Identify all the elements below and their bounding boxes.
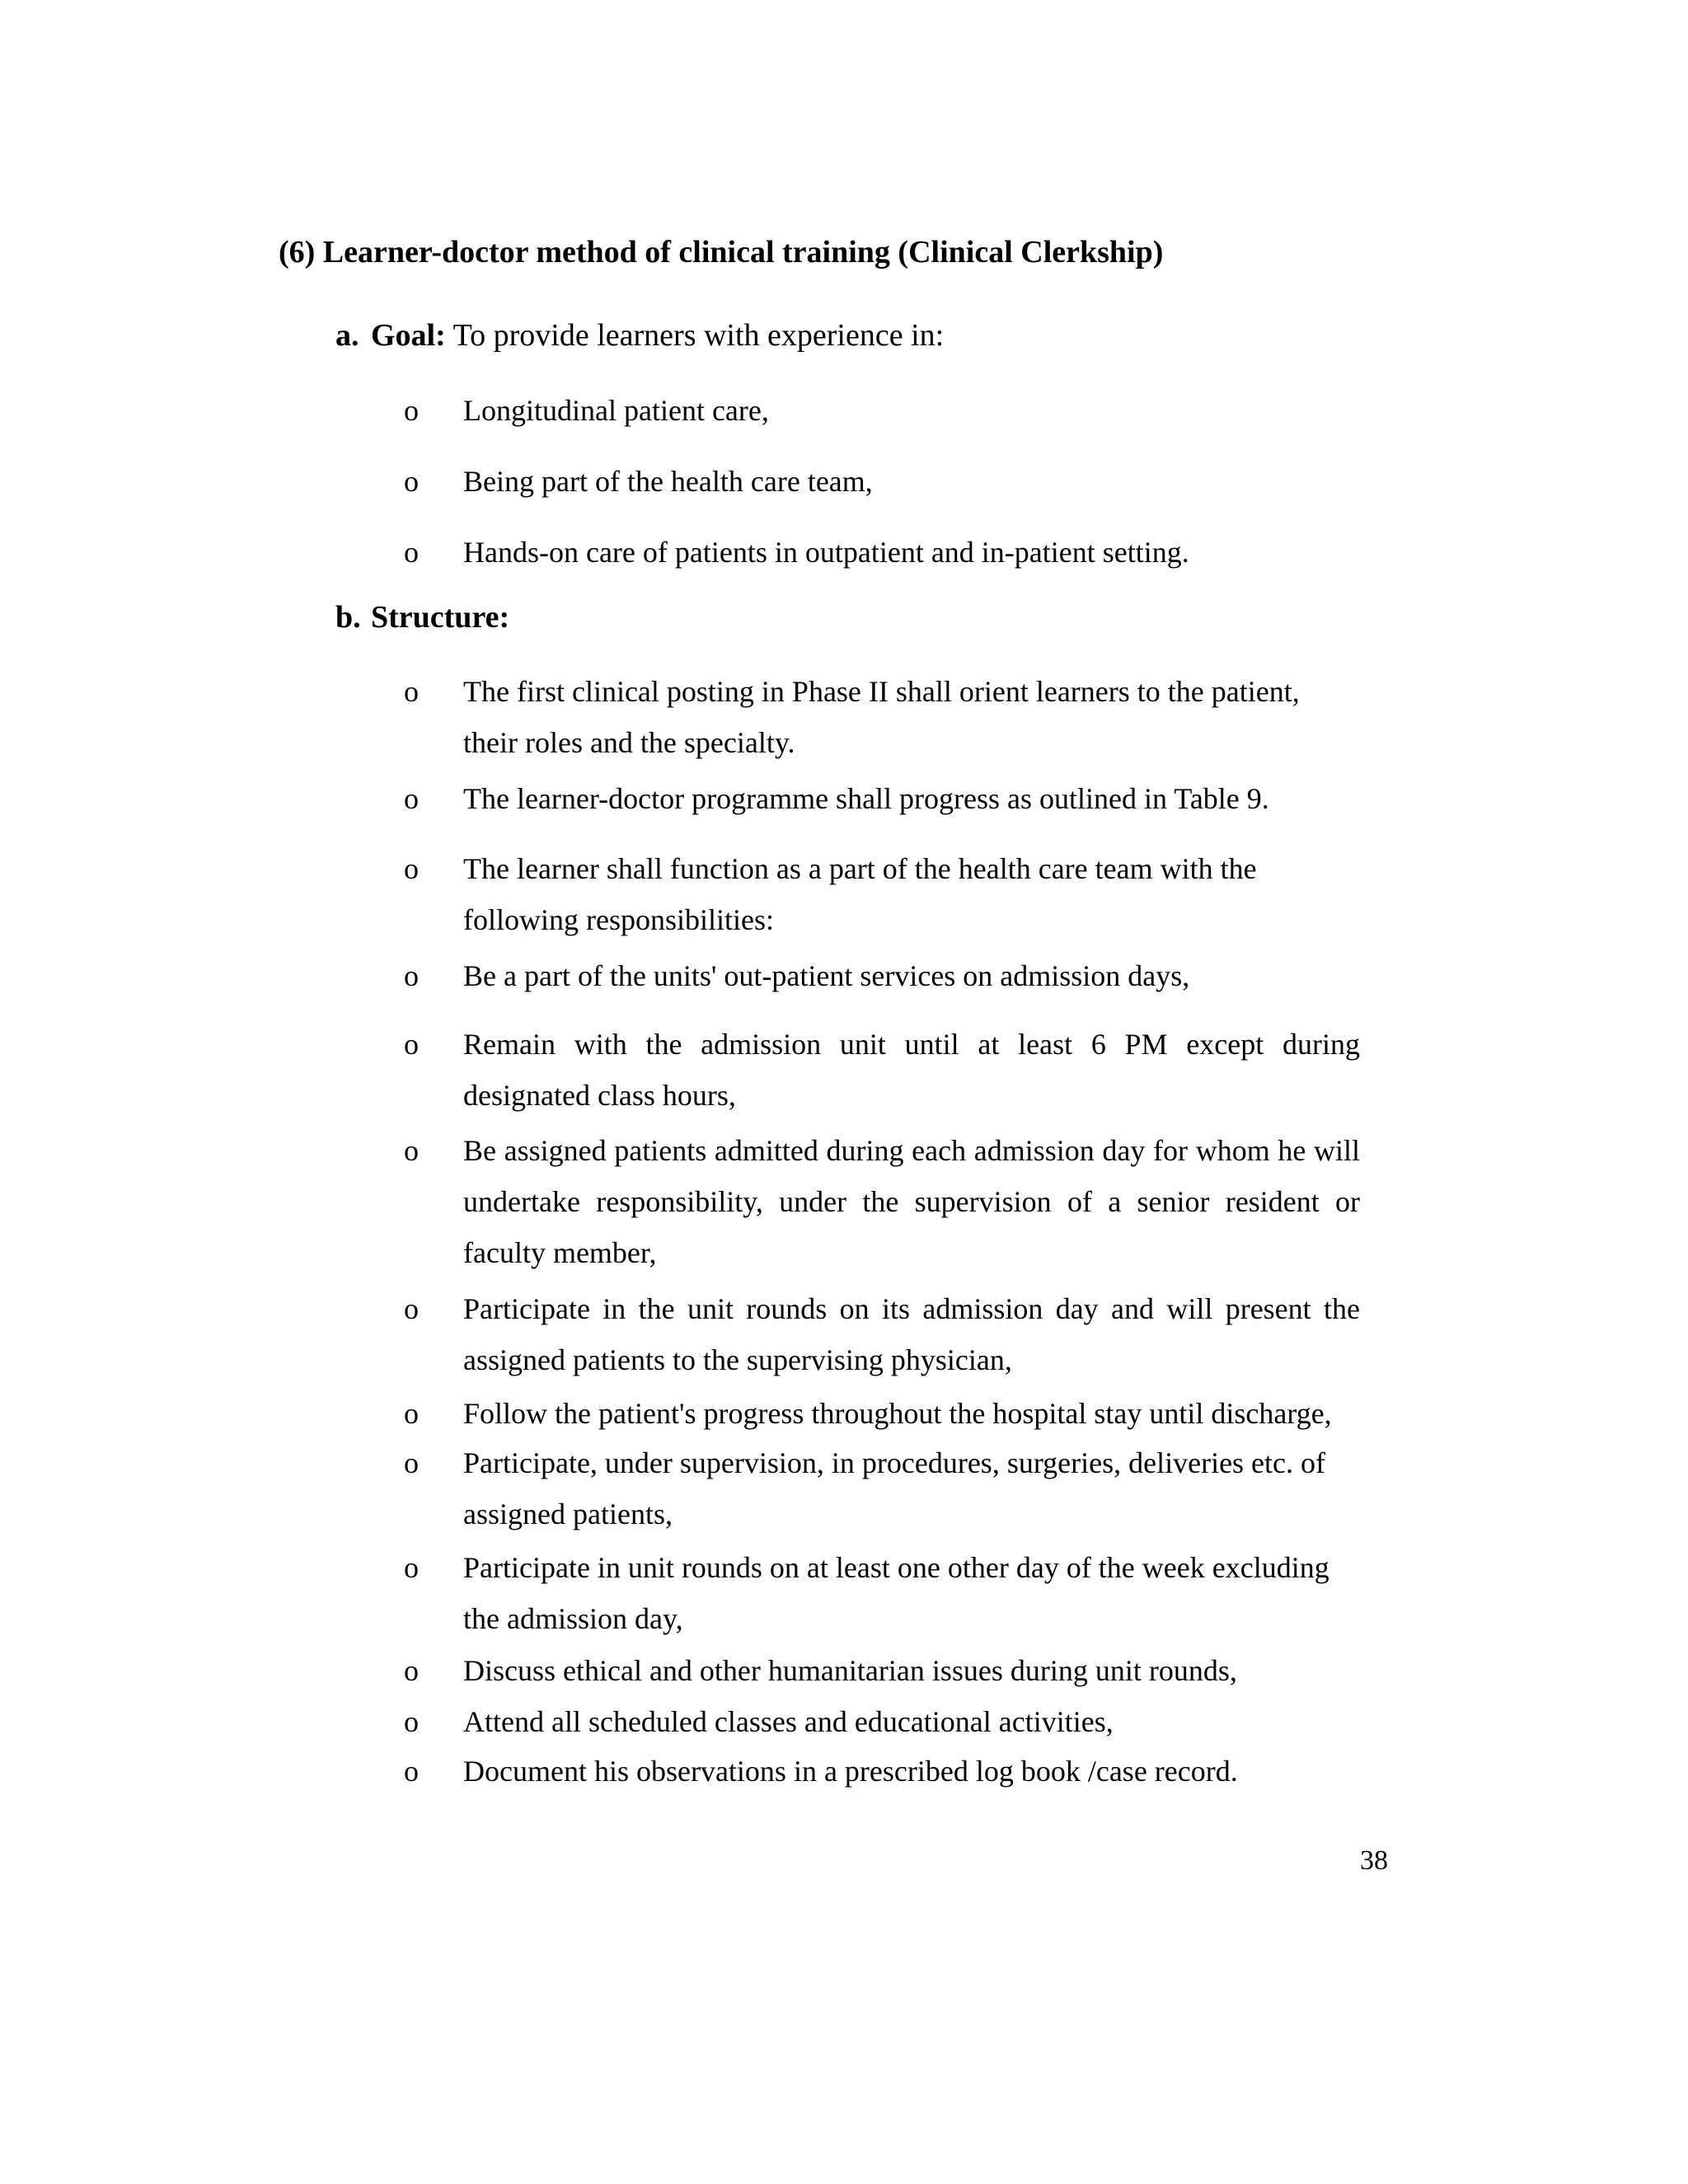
list-item-text: Remain with the admission unit until at least 6 PM except during designated class hours, bbox=[463, 1028, 1360, 1112]
goal-list-item bbox=[404, 385, 1360, 436]
list-item-text: Participate in the unit rounds on its admission day and will present the assigned patients to the supervising physician, bbox=[463, 1292, 1360, 1376]
goal-list-item bbox=[404, 527, 1360, 578]
bullet-icon: o bbox=[404, 852, 419, 885]
bullet-icon: o bbox=[404, 1292, 419, 1325]
structure-list-item bbox=[404, 1388, 1360, 1439]
structure-list-item bbox=[404, 843, 1360, 945]
structure-list-item bbox=[404, 773, 1360, 824]
goal-marker: a. bbox=[335, 318, 359, 353]
bullet-icon: o bbox=[404, 782, 419, 815]
goal-text: To provide learners with experience in: bbox=[445, 318, 945, 353]
structure-list-item bbox=[404, 1542, 1360, 1644]
goal-label: Goal: bbox=[371, 318, 446, 353]
bullet-icon: o bbox=[404, 1551, 419, 1584]
list-item-text: Discuss ethical and other humanitarian issues during unit rounds, bbox=[463, 1654, 1237, 1687]
bullet-icon: o bbox=[404, 675, 419, 708]
section-heading: (6) Learner-doctor method of clinical training (Clinical Clerkship) bbox=[279, 235, 1164, 269]
list-item-text: Be a part of the units' out-patient services on admission days, bbox=[463, 959, 1190, 992]
structure-subheading bbox=[335, 598, 509, 637]
structure-list-item bbox=[404, 1746, 1360, 1797]
structure-list-item bbox=[404, 1645, 1360, 1696]
structure-list-item bbox=[404, 1283, 1360, 1385]
bullet-icon: o bbox=[404, 536, 419, 569]
structure-list-item bbox=[404, 666, 1360, 768]
structure-list-item bbox=[404, 1437, 1360, 1540]
list-item-text: Be assigned patients admitted during each admission day for whom he will undertake responsibility, under the supervision of a senior resident or faculty member, bbox=[463, 1134, 1360, 1269]
structure-label: Structure: bbox=[371, 600, 510, 635]
bullet-icon: o bbox=[404, 1654, 419, 1687]
bullet-icon: o bbox=[404, 1397, 419, 1430]
structure-list-item bbox=[404, 1125, 1360, 1278]
structure-marker: b. bbox=[335, 600, 361, 635]
structure-list-item bbox=[404, 950, 1360, 1001]
list-item-text: Follow the patient's progress throughout the hospital stay until discharge, bbox=[463, 1397, 1332, 1430]
bullet-icon: o bbox=[404, 1755, 419, 1788]
bullet-icon: o bbox=[404, 1446, 419, 1479]
page-number: 38 bbox=[1360, 1845, 1388, 1876]
bullet-icon: o bbox=[404, 1705, 419, 1738]
list-item-text: Longitudinal patient care, bbox=[463, 394, 769, 427]
list-item-text: Participate in unit rounds on at least one other day of the week excluding the admission day, bbox=[463, 1551, 1329, 1635]
bullet-icon: o bbox=[404, 1028, 419, 1061]
bullet-icon: o bbox=[404, 959, 419, 992]
list-item-text: The first clinical posting in Phase II shall orient learners to the patient, their roles and the specialty. bbox=[463, 675, 1300, 759]
list-item-text: The learner shall function as a part of the health care team with the following responsibilities: bbox=[463, 852, 1257, 936]
goal-list-item bbox=[404, 456, 1360, 507]
list-item-text: Attend all scheduled classes and educational activities, bbox=[463, 1705, 1114, 1738]
list-item-text: Participate, under supervision, in procedures, surgeries, deliveries etc. of assigned patients, bbox=[463, 1446, 1326, 1530]
list-item-text: The learner-doctor programme shall progress as outlined in Table 9. bbox=[463, 782, 1269, 815]
goal-subheading bbox=[335, 316, 944, 355]
list-item-text: Document his observations in a prescribed log book /case record. bbox=[463, 1755, 1238, 1788]
bullet-icon: o bbox=[404, 1134, 419, 1167]
bullet-icon: o bbox=[404, 394, 419, 427]
list-item-text: Hands-on care of patients in outpatient and in-patient setting. bbox=[463, 536, 1189, 569]
list-item-text: Being part of the health care team, bbox=[463, 465, 873, 498]
bullet-icon: o bbox=[404, 465, 419, 498]
structure-list-item bbox=[404, 1019, 1360, 1121]
structure-list-item bbox=[404, 1696, 1360, 1747]
